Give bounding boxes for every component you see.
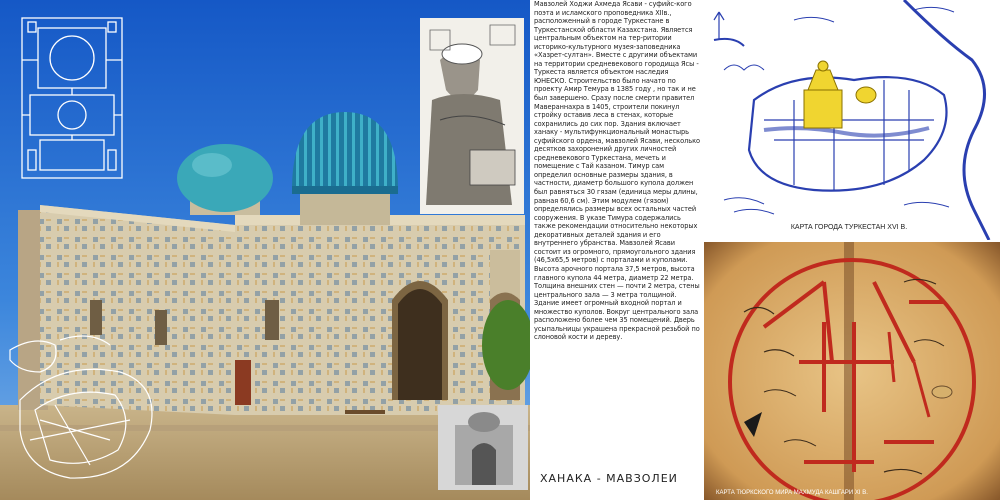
map-caption: КАРТА ТЮРКСКОГО МИРА МАХМУДА КАШГАРИ XI В. [716, 490, 868, 496]
turkic-world-map [704, 242, 1000, 500]
page-title: ХАНАКА - МАВЗОЛЕИ [540, 472, 678, 485]
archive-photo [438, 405, 528, 490]
article-paragraph: Мавзолей Ходжи Ахмеда Ясави - суфийс-кого поэта и исламского проповедника XIIв., расположенный в городе Туркестане в Туркестанской области Казахстана. Является центральным объектом на тер-ритории историко-культурного музея-заповедника «Хазрет-султан». Вместе с другими объектами на территории средневекового городища Ясы - Туркеста является объектом наследия ЮНЕСКО. Строительство было начато по проекту Амир Темура в 1385 году , но так и не был завершено. Сразу после смерти правител Мавераннахра в 1405, строители покинул стройку оставив леса в стенах, которые сохранились до сих пор. Здания включает ханаку - мультифункциональный монастырь суфийского ордена, мавзолей Ясави, несколько десятков захоронений других личностей средневекового Туркестана, мечеть и помещение с Тай казаном. Тимур сам определил основные размеры здания, в частности, диаметр большого купола должен был равняться 30 гязам (единица меры длины, равная 60,6 см). Этим модулем (гязом) определялись размеры всех остальных частей сооружения. В указе Тимура содержались также рекомендации относительно некоторых декоративных деталей здания и его внутреннего убранства. Мавзолей Ясави состоит из огромного, прямоугольного здания (46,5х65,5 метров) с порталами и куполами. Высота арочного портала 37,5 метров, высота главного купола 44 метра, диаметр 22 метра. Толщина внешних стен — почти 2 метра, стены центрального зала — 3 метра толщиной. Здание имеет огромный входной портал и множество куполов. Вокруг центрального зала расположено более чем 35 помещений. Дверь усыпальницы украшена прекрасной резьбой по слоновой кости и дереву. [534, 0, 700, 342]
map-caption: КАРТА ГОРОДА ТУРКЕСТАН XVI В. [790, 224, 908, 231]
portrait-engraving [420, 18, 524, 214]
turkestan-city-map [704, 0, 1000, 240]
article-text [534, 0, 702, 500]
